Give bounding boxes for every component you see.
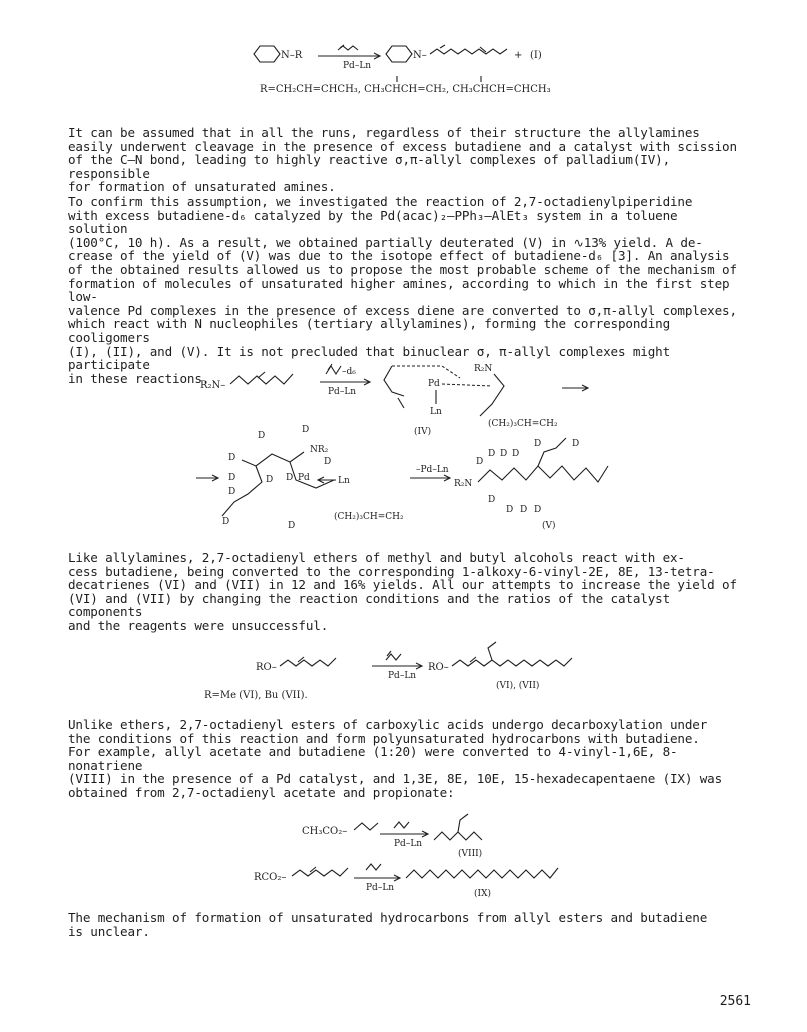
intermediate-d-9: D [222,517,230,527]
scheme1-arrow [318,53,380,59]
complex-ligand: Ln [430,407,442,417]
scheme-piperidine-telomerization [240,36,580,98]
butadiene-icon-a [394,822,409,828]
intermediate-side-chain: (CH₂)₃CH=CH₂ [334,512,404,522]
intermediate-d-4: D [228,473,236,483]
reactant-chain [230,372,293,384]
product-chain [478,438,608,482]
paragraph-5: The mechanism of formation of unsaturated hydrocarbons from allyl esters and butadiene is unclear. [68,910,708,939]
scheme2-reactant: R₂N– [200,380,226,391]
scheme-mechanism [192,356,612,536]
scheme1-plus: + [514,50,523,61]
product-d-1: D [476,457,484,467]
scheme4-svg [252,812,592,898]
scheme2-arrow-4 [410,475,450,481]
product-d-9: D [520,505,528,515]
scheme3-r-definition: R=Me (VI), Bu (VII). [204,690,308,701]
scheme1-product: N– [413,50,427,61]
intermediate-pd: Pd [298,473,310,483]
complex-dashed-allyl [392,366,460,378]
intermediate-d-2: D [302,425,310,435]
butadiene-icon-b [366,864,381,870]
scheme4-arrow-a [380,831,428,837]
complex-side-chain: (CH₂)₃CH=CH₂ [488,419,558,429]
scheme3-product: RO– [428,662,449,673]
product-d-7: D [488,495,496,505]
intermediate-skeleton [222,452,334,516]
product-label: (V) [542,521,556,531]
product-d-2: D [488,449,496,459]
intermediate-ln: Ln [338,476,350,486]
scheme3-catalyst: Pd–Ln [388,671,417,681]
r-definition: R=CH₂CH=CHCH₃, CH₃CHCH=CH₂, CH₃CHCH=CHCH₃ [260,84,551,95]
complex-pd-n-dash [442,384,492,386]
scheme4-label-b: (IX) [474,889,491,898]
ether-product-chain [452,642,572,666]
scheme3-reactant: RO– [256,662,277,673]
product-d-10: D [534,505,542,515]
scheme-esters [252,812,592,898]
scheme2-catalyst: Pd–Ln [328,387,357,397]
complex-pd: Pd [428,379,440,389]
octadienyl-chain [430,45,507,54]
scheme4-reactant-b: RCO₂– [254,872,287,883]
scheme3-svg [196,636,616,702]
scheme4-arrow-b [354,875,400,881]
intermediate-d-7: D [286,473,294,483]
scheme2-arrow-2 [562,385,588,391]
scheme1-product-label: (I) [530,50,542,61]
scheme-ethers [196,636,616,702]
paragraph-3: Like allylamines, 2,7-octadienyl ethers of methyl and butyl alcohols react with ex- cess butadiene, being converted to the corresponding 1-alkoxy-6-vinyl-2E, 8E, 13-tetra- decatrienes (VI) and (VII) in 12 and 16% yields. All our attempts to increase the yield of (VI) and (VII) by changing the reaction conditions and the ratios of the catalyst components and the reagents were unsuccessful. [68,550,737,633]
intermediate-ln-arrow [318,477,336,483]
paragraph-2: To confirm this assumption, we investigated the reaction of 2,7-octadienylpiperidine with excess butadiene-d₆ catalyzed by the Pd(acac)₂–PPh₃–AlEt₃ system in a toluene solution (100°C, 10 h). As a result, we obtained partially deuterated (V) in ∿13% yield. A de- crease of the yield of (V) was due to the isotope effect of butadiene-d₆ [3]. An analysis of the obtained results allowed us to propose the most probable scheme of the mechanism of formation of molecules of unsaturated higher amines, according to which in the first step low- valence Pd complexes in the presence of excess diene are converted to σ,π-allyl complexes, which react with N nucleophiles (tertiary allylamines), forming the corresponding cooligomers (I), (II), and (V). It is not precluded that binuclear σ, π-allyl complexes might participate in these reactions. [68,194,737,386]
paragraph-4: Unlike ethers, 2,7-octadienyl esters of carboxylic acids undergo decarboxylation under the conditions of this reaction and form polyunsaturated hydrocarbons with butadiene. For example, allyl acetate and butadiene (1:20) were converted to 4-vinyl-1,6E, 8-nonatriene (VIII) in the presence of a Pd catalyst, and 1,3E, 8E, 10E, 15-hexadecapentaene (IX) was obtained from 2,7-octadienyl acetate and propionate: [68,717,723,800]
scheme2-svg [192,356,612,536]
product-d-6: D [572,439,580,449]
complex-chain [436,374,504,416]
scheme3-product-label: (VI), (VII) [496,681,540,691]
product-d-3: D [500,449,508,459]
page-number: 2561 [719,994,751,1009]
intermediate-d-5: D [228,487,236,497]
complex-label: (IV) [414,427,432,437]
product-d-4: D [512,449,520,459]
scheme2-reagent: –d₆ [342,367,356,377]
intermediate-d-8: D [324,457,332,467]
scheme4-reactant-a: CH₃CO₂– [302,826,348,837]
complex-amine: R₂N [474,364,493,374]
scheme2-arrow-3 [196,475,218,481]
scheme1-reactant: N–R [281,50,303,61]
product-d-8: D [506,505,514,515]
complex-ring [384,366,404,408]
intermediate-d-1: D [258,431,266,441]
piperidine-ring-reactant [254,46,280,62]
paragraph-1: It can be assumed that in all the runs, regardless of their structure the allylamines easily underwent cleavage in the presence of excess butadiene and a catalyst with scission of the C–N bond, leading to highly reactive σ,π-allyl complexes of palladium(IV), responsible for formation of unsaturated amines. [68,125,737,195]
scheme1-catalyst: Pd–Ln [343,61,372,71]
scheme4-catalyst-b: Pd–Ln [366,883,395,893]
piperidine-ring-product [386,46,412,62]
ether-chain [280,657,336,666]
butadiene-icon [338,45,358,50]
scheme1-svg [240,36,580,98]
branch-ticks [397,76,481,82]
intermediate-d-3: D [228,453,236,463]
intermediate-d-10: D [288,521,296,531]
butadiene-d6-icon [326,364,341,374]
scheme4-label-a: (VIII) [458,849,483,859]
viii-chain [434,814,482,840]
elimination-label: –Pd–Ln [416,465,449,475]
product-amine: R₂N [454,479,473,489]
product-d-5: D [534,439,542,449]
ix-chain [406,868,558,878]
octadienyl-ester-chain [292,867,348,876]
intermediate-nr2: NR₂ [310,445,329,455]
scheme3-arrow [372,663,422,669]
intermediate-d-6: D [266,475,274,485]
scheme2-arrow-1 [320,379,370,385]
allyl-chain [354,823,378,830]
butadiene-icon [386,651,401,660]
scheme4-catalyst-a: Pd–Ln [394,839,423,849]
